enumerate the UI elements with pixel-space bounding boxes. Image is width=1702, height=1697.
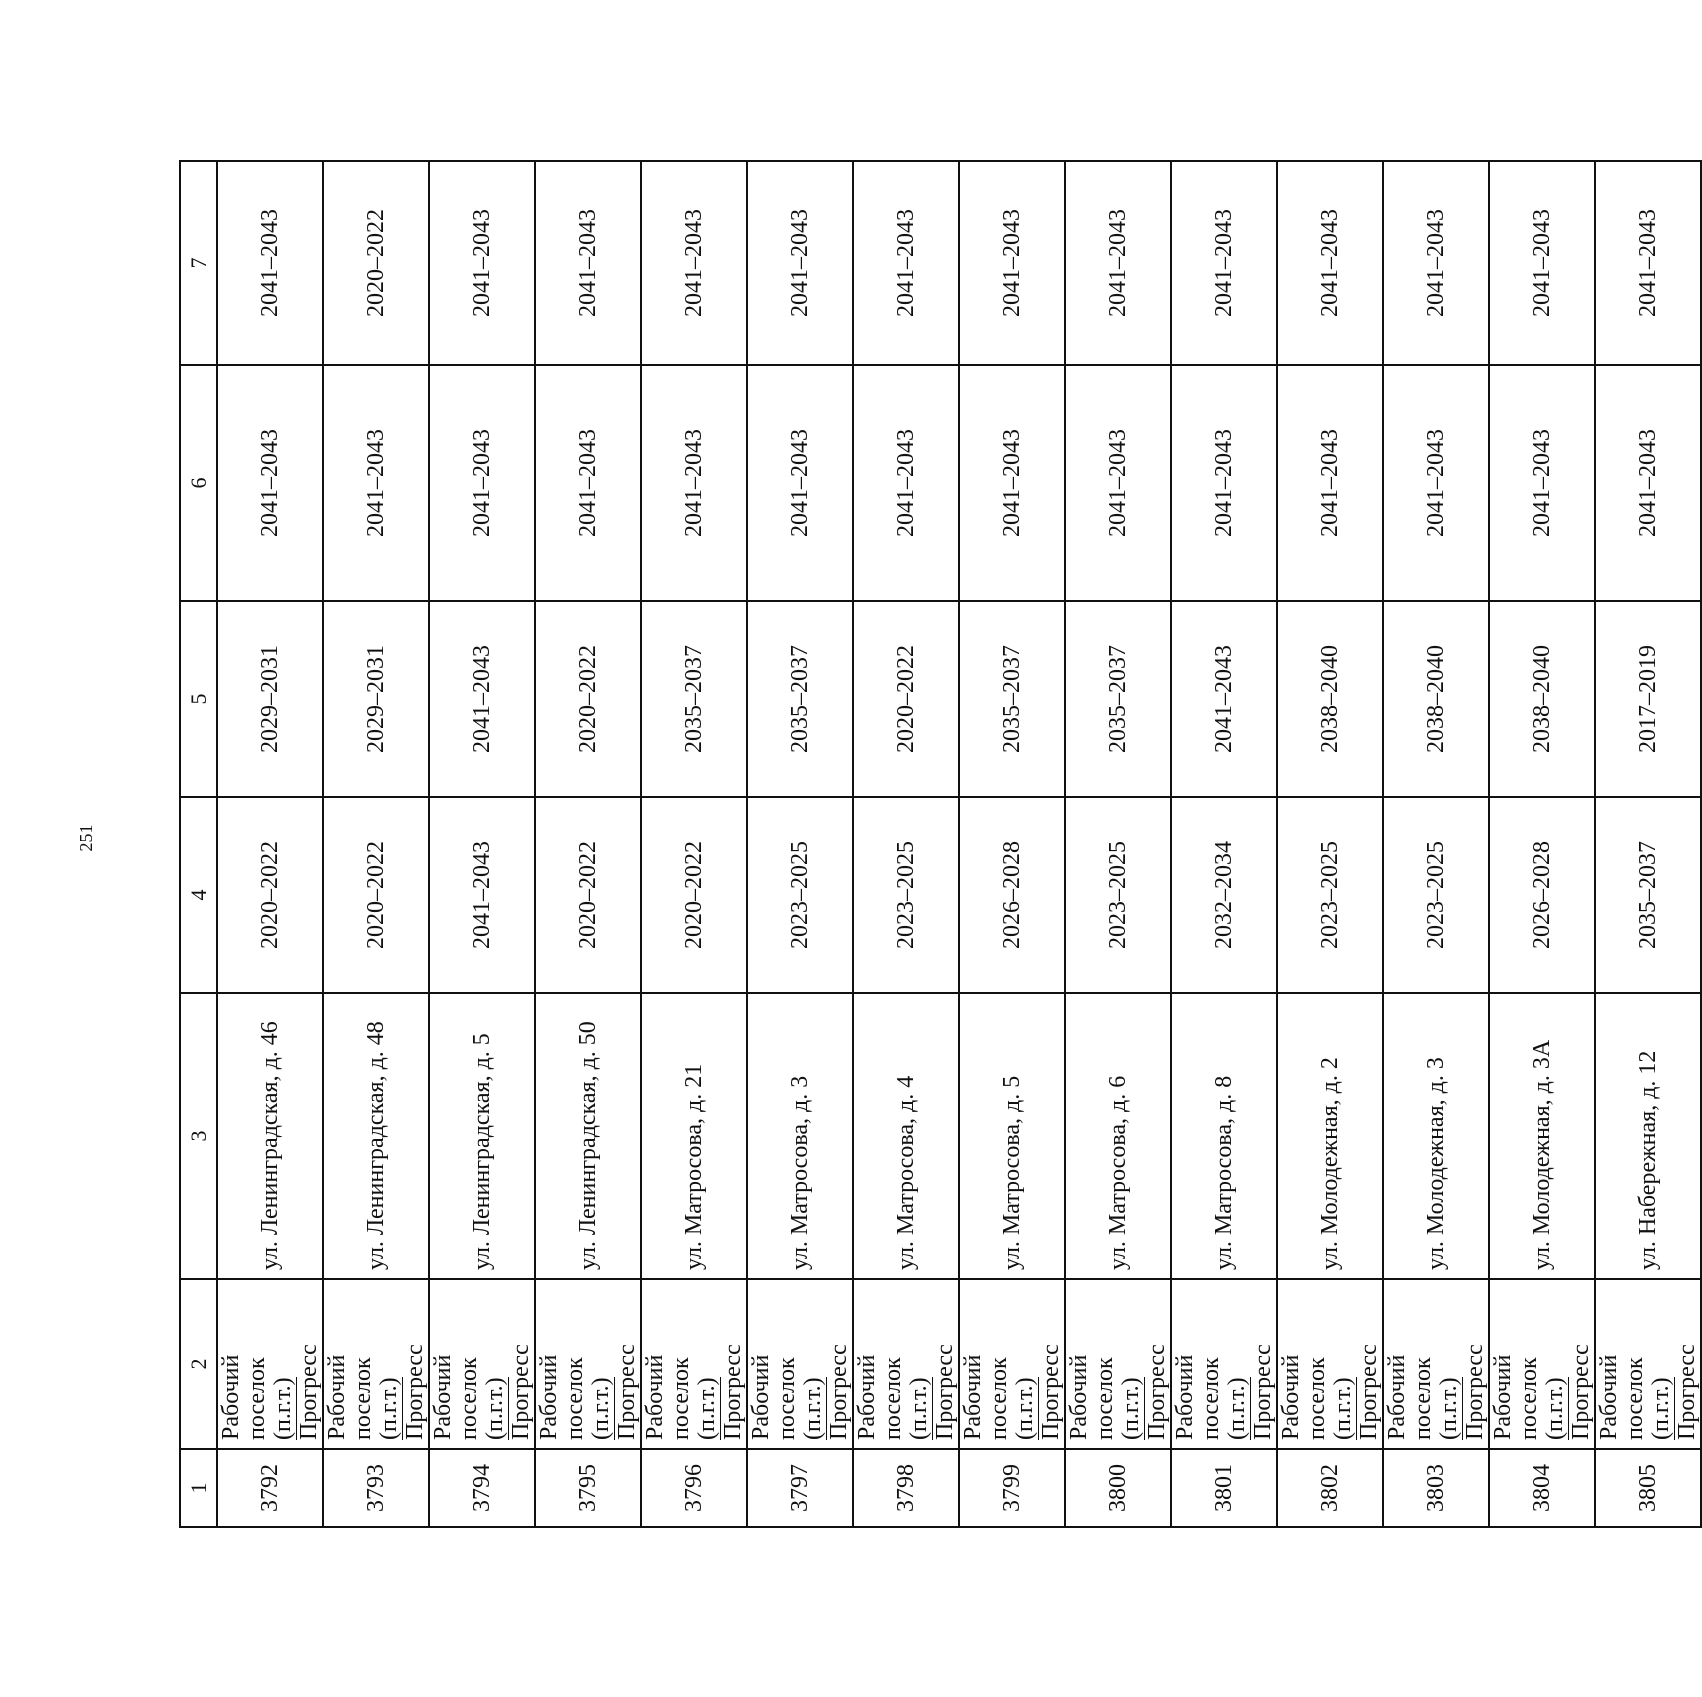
period-col5-cell: 2029–2031 <box>217 601 323 797</box>
period-col5-cell: 2020–2022 <box>853 601 959 797</box>
row-number-cell: 3798 <box>853 1449 959 1527</box>
settlement-cell <box>1171 1279 1277 1449</box>
row-number-cell: 3802 <box>1277 1449 1383 1527</box>
header-col-1: 1 <box>180 1449 217 1527</box>
row-number-cell: 3794 <box>429 1449 535 1527</box>
settlement-name: (п.г.т.) Прогресс <box>1012 1344 1064 1440</box>
period-col4-cell: 2023–2025 <box>747 797 853 993</box>
period-col6-cell: 2041–2043 <box>747 365 853 601</box>
period-col4-cell: 2020–2022 <box>323 797 429 993</box>
settlement-cell <box>429 1279 535 1449</box>
period-col5-cell: 2029–2031 <box>323 601 429 797</box>
table-row <box>853 161 959 1527</box>
address-cell: ул. Матросова, д. 21 <box>641 993 747 1279</box>
period-col6-cell: 2041–2043 <box>641 365 747 601</box>
settlement-cell <box>1489 1279 1595 1449</box>
period-col5-cell: 2035–2037 <box>641 601 747 797</box>
settlement-cell <box>217 1279 323 1449</box>
settlement-name-line <box>906 1288 958 1440</box>
settlement-name-line <box>1542 1288 1594 1440</box>
period-col6-cell: 2041–2043 <box>1065 365 1171 601</box>
period-col6-cell: 2041–2043 <box>959 365 1065 601</box>
settlement-name-line <box>376 1288 428 1440</box>
period-col7-cell: 2041–2043 <box>853 161 959 365</box>
settlement-name: (п.г.т.) Прогресс <box>694 1344 746 1440</box>
row-number-cell: 3803 <box>1383 1449 1489 1527</box>
address-cell: ул. Матросова, д. 6 <box>1065 993 1171 1279</box>
settlement-name-line <box>588 1288 640 1440</box>
settlement-cell <box>1595 1279 1701 1449</box>
period-col7-cell: 2041–2043 <box>959 161 1065 365</box>
period-col7-cell: 2041–2043 <box>1277 161 1383 365</box>
header-col-3: 3 <box>180 993 217 1279</box>
settlement-name-line <box>270 1288 322 1440</box>
period-col5-cell: 2035–2037 <box>747 601 853 797</box>
settlement-name: (п.г.т.) Прогресс <box>1330 1344 1382 1440</box>
settlement-name: (п.г.т.) Прогресс <box>800 1344 852 1440</box>
period-col5-cell: 2041–2043 <box>429 601 535 797</box>
period-col7-cell: 2041–2043 <box>535 161 641 365</box>
period-col5-cell: 2020–2022 <box>535 601 641 797</box>
address-cell: ул. Ленинградская, д. 50 <box>535 993 641 1279</box>
header-row <box>180 161 217 1527</box>
period-col4-cell: 2023–2025 <box>1065 797 1171 993</box>
settlement-type: Рабочий поселок <box>1490 1354 1542 1440</box>
settlement-name: (п.г.т.) Прогресс <box>1648 1344 1700 1440</box>
settlement-name-line <box>694 1288 746 1440</box>
settlement-type: Рабочий поселок <box>1384 1354 1436 1440</box>
settlement-name-line <box>1012 1288 1064 1440</box>
settlement-name-line <box>482 1288 534 1440</box>
period-col7-cell: 2041–2043 <box>1383 161 1489 365</box>
period-col5-cell: 2038–2040 <box>1277 601 1383 797</box>
settlement-type: Рабочий поселок <box>1596 1354 1648 1440</box>
settlement-cell <box>535 1279 641 1449</box>
period-col7-cell: 2041–2043 <box>1595 161 1701 365</box>
period-col7-cell: 2041–2043 <box>1171 161 1277 365</box>
settlement-cell <box>959 1279 1065 1449</box>
period-col6-cell: 2041–2043 <box>1489 365 1595 601</box>
settlement-name: (п.г.т.) Прогресс <box>482 1344 534 1440</box>
period-col6-cell: 2041–2043 <box>323 365 429 601</box>
address-cell: ул. Ленинградская, д. 5 <box>429 993 535 1279</box>
period-col6-cell: 2041–2043 <box>1383 365 1489 601</box>
settlement-type: Рабочий поселок <box>854 1354 906 1440</box>
table-row <box>1489 161 1595 1527</box>
row-number-cell: 3799 <box>959 1449 1065 1527</box>
table-row <box>1171 161 1277 1527</box>
settlement-type: Рабочий поселок <box>430 1354 482 1440</box>
settlement-cell <box>1065 1279 1171 1449</box>
settlement-type: Рабочий поселок <box>324 1354 376 1440</box>
settlement-name-line <box>1436 1288 1488 1440</box>
period-col5-cell: 2038–2040 <box>1383 601 1489 797</box>
period-col5-cell: 2035–2037 <box>959 601 1065 797</box>
table-row <box>323 161 429 1527</box>
period-col7-cell: 2041–2043 <box>1065 161 1171 365</box>
settlement-type: Рабочий поселок <box>642 1354 694 1440</box>
address-cell: ул. Матросова, д. 3 <box>747 993 853 1279</box>
period-col4-cell: 2026–2028 <box>1489 797 1595 993</box>
table-row <box>217 161 323 1527</box>
period-col4-cell: 2023–2025 <box>1383 797 1489 993</box>
period-col4-cell: 2020–2022 <box>641 797 747 993</box>
period-col6-cell: 2041–2043 <box>853 365 959 601</box>
table-body <box>217 161 1701 1527</box>
period-col4-cell: 2035–2037 <box>1595 797 1701 993</box>
period-col4-cell: 2023–2025 <box>1277 797 1383 993</box>
settlement-name: (п.г.т.) Прогресс <box>588 1344 640 1440</box>
period-col4-cell: 2020–2022 <box>217 797 323 993</box>
address-cell: ул. Молодежная, д. 2 <box>1277 993 1383 1279</box>
header-col-2: 2 <box>180 1279 217 1449</box>
period-col4-cell: 2041–2043 <box>429 797 535 993</box>
period-col6-cell: 2041–2043 <box>535 365 641 601</box>
settlement-type: Рабочий поселок <box>536 1354 588 1440</box>
row-number-cell: 3792 <box>217 1449 323 1527</box>
schedule-table <box>179 160 1702 1528</box>
table-row <box>1595 161 1701 1527</box>
table-row <box>1383 161 1489 1527</box>
period-col6-cell: 2041–2043 <box>1277 365 1383 601</box>
period-col6-cell: 2041–2043 <box>1171 365 1277 601</box>
row-number-cell: 3805 <box>1595 1449 1701 1527</box>
table-row <box>959 161 1065 1527</box>
settlement-cell <box>1383 1279 1489 1449</box>
row-number-cell: 3797 <box>747 1449 853 1527</box>
settlement-name-line <box>1648 1288 1700 1440</box>
row-number-cell: 3800 <box>1065 1449 1171 1527</box>
period-col7-cell: 2041–2043 <box>747 161 853 365</box>
period-col5-cell: 2041–2043 <box>1171 601 1277 797</box>
settlement-name: (п.г.т.) Прогресс <box>1224 1344 1276 1440</box>
period-col7-cell: 2041–2043 <box>1489 161 1595 365</box>
settlement-cell <box>747 1279 853 1449</box>
settlement-name-line <box>1330 1288 1382 1440</box>
header-col-5: 5 <box>180 601 217 797</box>
address-cell: ул. Ленинградская, д. 46 <box>217 993 323 1279</box>
settlement-name-line <box>1224 1288 1276 1440</box>
address-cell: ул. Молодежная, д. 3А <box>1489 993 1595 1279</box>
period-col4-cell: 2026–2028 <box>959 797 1065 993</box>
row-number-cell: 3795 <box>535 1449 641 1527</box>
settlement-type: Рабочий поселок <box>748 1354 800 1440</box>
settlement-cell <box>1277 1279 1383 1449</box>
settlement-name: (п.г.т.) Прогресс <box>1542 1344 1594 1440</box>
settlement-name: (п.г.т.) Прогресс <box>1118 1344 1170 1440</box>
period-col4-cell: 2032–2034 <box>1171 797 1277 993</box>
page-number: 251 <box>76 824 96 852</box>
table-row <box>1065 161 1171 1527</box>
settlement-name-line <box>1118 1288 1170 1440</box>
settlement-type: Рабочий поселок <box>1278 1354 1330 1440</box>
address-cell: ул. Ленинградская, д. 48 <box>323 993 429 1279</box>
settlement-type: Рабочий поселок <box>218 1354 270 1440</box>
table-row <box>1277 161 1383 1527</box>
period-col4-cell: 2020–2022 <box>535 797 641 993</box>
row-number-cell: 3804 <box>1489 1449 1595 1527</box>
schedule-table-wrapper <box>179 162 1700 1528</box>
settlement-name: (п.г.т.) Прогресс <box>376 1344 428 1440</box>
header-col-6: 6 <box>180 365 217 601</box>
settlement-name: (п.г.т.) Прогресс <box>1436 1344 1488 1440</box>
settlement-name: (п.г.т.) Прогресс <box>906 1344 958 1440</box>
period-col6-cell: 2041–2043 <box>1595 365 1701 601</box>
period-col4-cell: 2023–2025 <box>853 797 959 993</box>
settlement-cell <box>853 1279 959 1449</box>
row-number-cell: 3793 <box>323 1449 429 1527</box>
settlement-cell <box>641 1279 747 1449</box>
address-cell: ул. Набережная, д. 12 <box>1595 993 1701 1279</box>
period-col7-cell: 2020–2022 <box>323 161 429 365</box>
settlement-name: (п.г.т.) Прогресс <box>270 1344 322 1440</box>
address-cell: ул. Матросова, д. 5 <box>959 993 1065 1279</box>
settlement-type: Рабочий поселок <box>1172 1354 1224 1440</box>
period-col6-cell: 2041–2043 <box>217 365 323 601</box>
address-cell: ул. Матросова, д. 8 <box>1171 993 1277 1279</box>
settlement-type: Рабочий поселок <box>1066 1354 1118 1440</box>
row-number-cell: 3796 <box>641 1449 747 1527</box>
header-col-7: 7 <box>180 161 217 365</box>
row-number-cell: 3801 <box>1171 1449 1277 1527</box>
table-row <box>747 161 853 1527</box>
period-col5-cell: 2038–2040 <box>1489 601 1595 797</box>
header-col-4: 4 <box>180 797 217 993</box>
settlement-name-line <box>800 1288 852 1440</box>
address-cell: ул. Молодежная, д. 3 <box>1383 993 1489 1279</box>
table-row <box>535 161 641 1527</box>
address-cell: ул. Матросова, д. 4 <box>853 993 959 1279</box>
table-row <box>429 161 535 1527</box>
period-col7-cell: 2041–2043 <box>217 161 323 365</box>
period-col5-cell: 2017–2019 <box>1595 601 1701 797</box>
period-col7-cell: 2041–2043 <box>429 161 535 365</box>
table-row <box>641 161 747 1527</box>
settlement-cell <box>323 1279 429 1449</box>
settlement-type: Рабочий поселок <box>960 1354 1012 1440</box>
period-col5-cell: 2035–2037 <box>1065 601 1171 797</box>
period-col6-cell: 2041–2043 <box>429 365 535 601</box>
period-col7-cell: 2041–2043 <box>641 161 747 365</box>
